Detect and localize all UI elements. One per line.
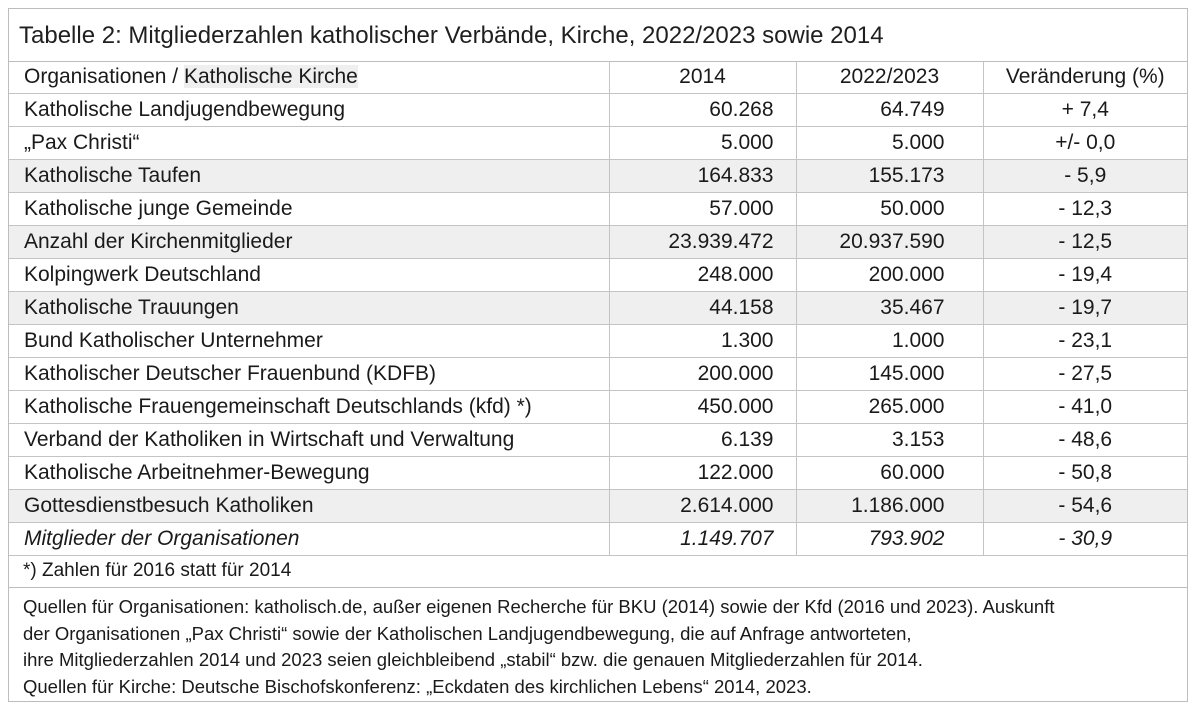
row-name: Katholischer Deutscher Frauenbund (KDFB) [9, 358, 609, 391]
sources-line: der Organisationen „Pax Christi“ sowie der Katholischen Landjugendbewegung, die auf Anfrage antworteten, [23, 622, 912, 644]
header-organisations [9, 61, 609, 94]
row-2023: 20.937.590 [796, 226, 983, 259]
row-change: - 41,0 [983, 391, 1187, 424]
row-2023: 5.000 [796, 127, 983, 160]
row-name: Anzahl der Kirchenmitglieder [9, 226, 609, 259]
sources-note [23, 594, 1183, 700]
row-name: Katholische junge Gemeinde [9, 193, 609, 226]
row-2014: 5.000 [609, 127, 796, 160]
table-row [9, 325, 1187, 358]
table-row [9, 358, 1187, 391]
row-2023: 793.902 [796, 523, 983, 556]
row-2023: 265.000 [796, 391, 983, 424]
row-name: „Pax Christi“ [9, 127, 609, 160]
sources-line: Quellen für Organisationen: katholisch.de, außer eigenen Recherche für BKU (2014) sowie der Kfd (2016 und 2023). Auskunft [23, 596, 1055, 617]
row-2014: 6.139 [609, 424, 796, 457]
row-2014: 122.000 [609, 457, 796, 490]
row-2023: 155.173 [796, 160, 983, 193]
membership-table [9, 61, 1187, 556]
row-change: - 23,1 [983, 325, 1187, 358]
row-name: Katholische Arbeitnehmer-Bewegung [9, 457, 609, 490]
row-2014: 60.268 [609, 94, 796, 127]
row-2023: 60.000 [796, 457, 983, 490]
row-change: - 5,9 [983, 160, 1187, 193]
header-change: Veränderung (%) [983, 61, 1187, 94]
row-change: - 19,7 [983, 292, 1187, 325]
table-row [9, 127, 1187, 160]
header-2022-2023: 2022/2023 [796, 61, 983, 94]
row-change: - 30,9 [983, 523, 1187, 556]
row-change: - 27,5 [983, 358, 1187, 391]
row-name: Verband der Katholiken in Wirtschaft und Verwaltung [9, 424, 609, 457]
row-2014: 1.300 [609, 325, 796, 358]
row-change: - 19,4 [983, 259, 1187, 292]
row-name: Kolpingwerk Deutschland [9, 259, 609, 292]
row-2023: 50.000 [796, 193, 983, 226]
table-row [9, 94, 1187, 127]
table-row [9, 292, 1187, 325]
row-2014: 164.833 [609, 160, 796, 193]
footnote-divider [9, 587, 1187, 588]
sources-line: Quellen für Kirche: Deutsche Bischofskonferenz: „Eckdaten des kirchlichen Lebens“ 2014, 2023. [23, 675, 812, 697]
row-name: Katholische Landjugendbewegung [9, 94, 609, 127]
row-2023: 200.000 [796, 259, 983, 292]
row-change: + 7,4 [983, 94, 1187, 127]
row-2023: 1.000 [796, 325, 983, 358]
table-row [9, 160, 1187, 193]
row-2014: 44.158 [609, 292, 796, 325]
header-2014: 2014 [609, 61, 796, 94]
table-row [9, 457, 1187, 490]
row-2023: 1.186.000 [796, 490, 983, 523]
row-2023: 35.467 [796, 292, 983, 325]
row-change: - 48,6 [983, 424, 1187, 457]
row-2023: 3.153 [796, 424, 983, 457]
table-row [9, 226, 1187, 259]
table-row [9, 424, 1187, 457]
row-2014: 57.000 [609, 193, 796, 226]
row-2014: 248.000 [609, 259, 796, 292]
table-row [9, 193, 1187, 226]
footnote: *) Zahlen für 2016 statt für 2014 [23, 560, 292, 581]
row-name: Katholische Taufen [9, 160, 609, 193]
table-row [9, 490, 1187, 523]
row-name: Katholische Trauungen [9, 292, 609, 325]
table-frame [8, 8, 1188, 702]
row-change: - 50,8 [983, 457, 1187, 490]
sources-line: ihre Mitgliederzahlen 2014 und 2023 seien gleichbleibend „stabil“ bzw. die genauen Mitgliederzahlen für 2014. [23, 649, 923, 670]
row-2023: 145.000 [796, 358, 983, 391]
row-change: +/- 0,0 [983, 127, 1187, 160]
row-name: Gottesdienstbesuch Katholiken [9, 490, 609, 523]
row-2014: 200.000 [609, 358, 796, 391]
row-2014: 450.000 [609, 391, 796, 424]
table-header-row [9, 61, 1187, 94]
row-2014: 2.614.000 [609, 490, 796, 523]
row-name: Mitglieder der Organisationen [9, 523, 609, 556]
row-change: - 54,6 [983, 490, 1187, 523]
row-2014: 1.149.707 [609, 523, 796, 556]
row-change: - 12,5 [983, 226, 1187, 259]
table-row [9, 391, 1187, 424]
row-change: - 12,3 [983, 193, 1187, 226]
table-row-total [9, 523, 1187, 556]
row-name: Bund Katholischer Unternehmer [9, 325, 609, 358]
header-organisations-label: Organisationen / [24, 65, 184, 88]
row-2023: 64.749 [796, 94, 983, 127]
row-name: Katholische Frauengemeinschaft Deutschlands (kfd) *) [9, 391, 609, 424]
table-row [9, 259, 1187, 292]
table-title: Tabelle 2: Mitgliederzahlen katholischer Verbände, Kirche, 2022/2023 sowie 2014 [19, 22, 884, 49]
header-church-label: Katholische Kirche [183, 65, 358, 88]
row-2014: 23.939.472 [609, 226, 796, 259]
